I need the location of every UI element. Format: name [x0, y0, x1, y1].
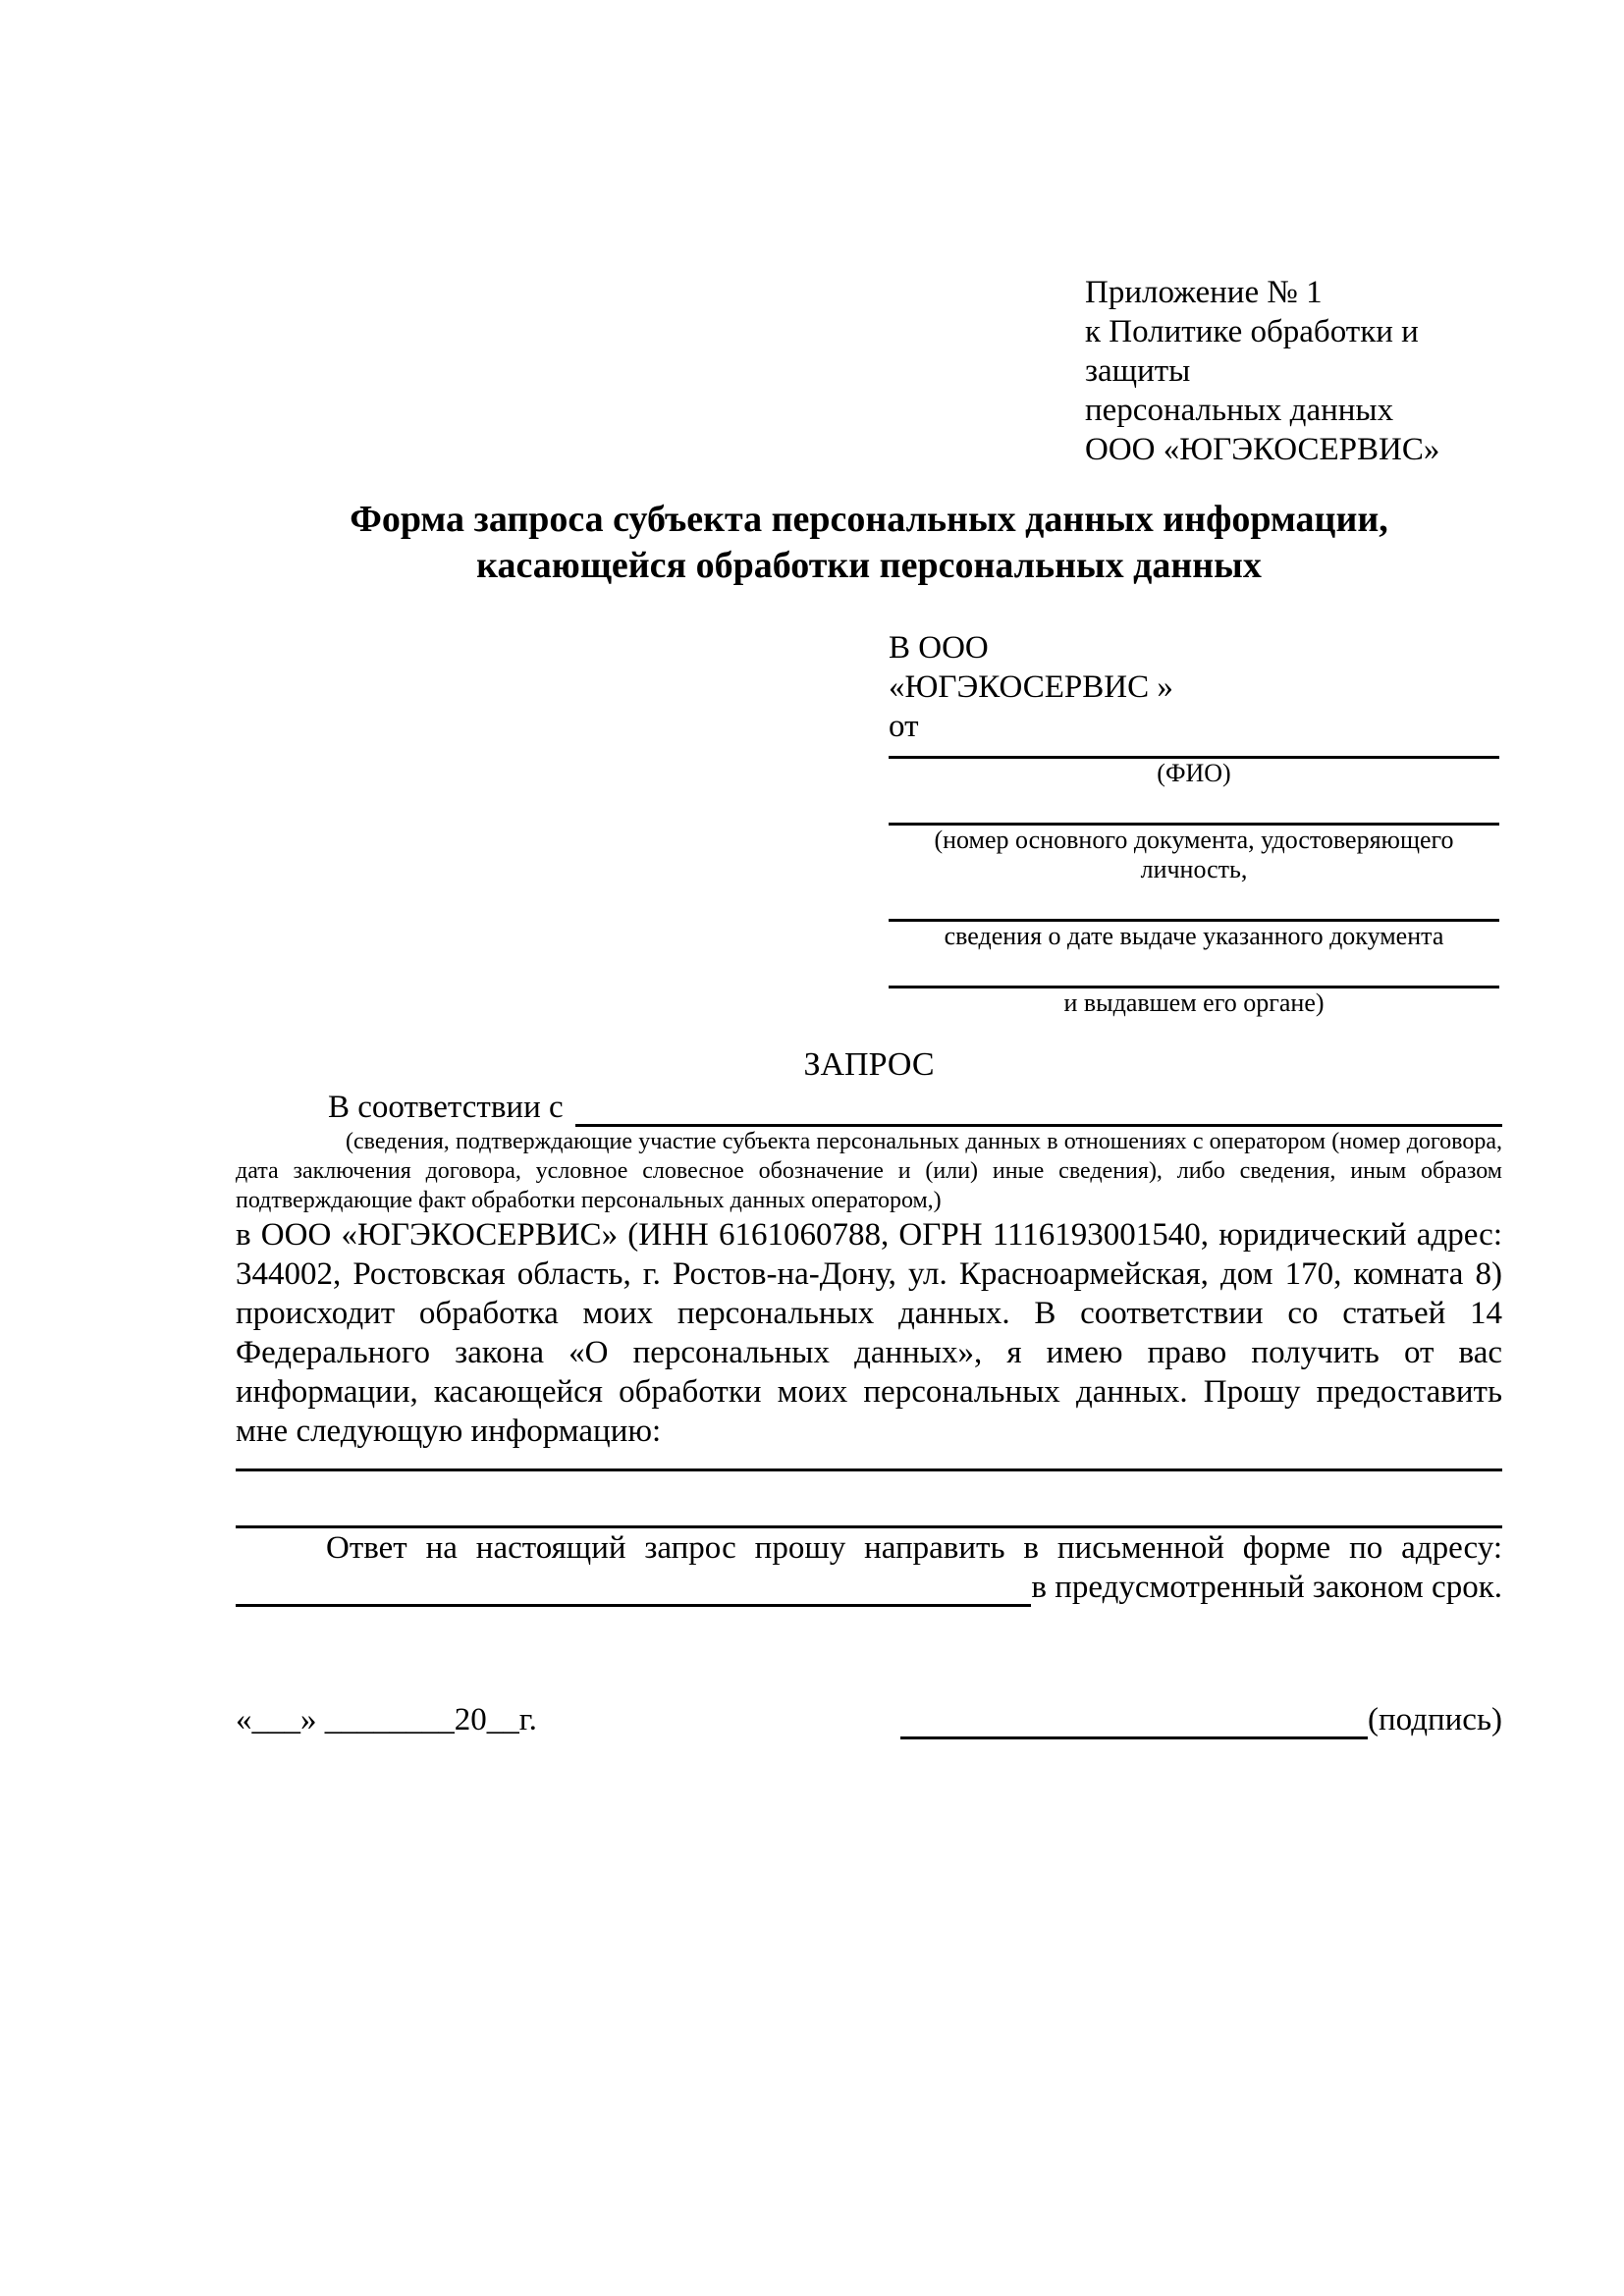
blank-line: [236, 1568, 1031, 1607]
reply-address-line: [236, 1568, 1502, 1607]
intro-label: В соответствии с: [328, 1090, 564, 1125]
document-title: [236, 497, 1502, 589]
addressee-line: от: [889, 709, 919, 744]
reply-sentence: Ответ на настоящий запрос прошу направить в письменной форме по адресу:: [326, 1530, 1502, 1566]
form-field-fio: [889, 746, 1499, 788]
field-caption: сведения о дате выдаче указанного документа: [944, 922, 1444, 950]
signature-caption: (подпись): [1368, 1702, 1502, 1737]
form-field-issue-date: [889, 909, 1499, 951]
reply-tail: в предусмотренный законом срок.: [1031, 1570, 1502, 1605]
date-blank: «___» ________20__г.: [236, 1702, 537, 1737]
request-heading: ЗАПРОС: [803, 1046, 935, 1083]
intro-footnote: (сведения, подтверждающие участие субъекта персональных данных в отношениях с оператором (номер договора, дата заключения договора, условное словесное обозначение и (или) иные сведения), либо сведения, иным образом подтверждающие факт обработки персональных данных оператором,): [236, 1129, 1502, 1213]
blank-line: [889, 746, 1499, 759]
addressee-line: «ЮГЭКОСЕРВИС »: [889, 669, 1173, 705]
title-line: Форма запроса субъекта персональных данных информации,: [350, 499, 1388, 540]
appendix-line: ООО «ЮГЭКОСЕРВИС»: [1085, 432, 1440, 467]
request-intro-line: [236, 1088, 1502, 1127]
form-field-issuing-authority: [889, 976, 1499, 1018]
blank-line: [889, 976, 1499, 988]
request-body: в ООО «ЮГЭКОСЕРВИС» (ИНН 6161060788, ОГРН 1116193001540, юридический адрес: 344002, Ростовская область, г. Ростов-на-Дону, ул. Красноармейская, дом 170, комната 8) происходит обработка моих персональных данных. В соответствии со статьей 14 Федерального закона «О персональных данных», я имею право получить от вас информации, касающейся обработки моих персональных данных. Прошу предоставить мне следующую информацию:: [236, 1217, 1502, 1449]
blank-line: [236, 1451, 1502, 1471]
appendix-line: Приложение № 1: [1085, 275, 1323, 310]
field-caption: (ФИО): [1157, 759, 1231, 787]
appendix-line: персональных данных: [1085, 393, 1394, 428]
blank-line: [575, 1088, 1502, 1127]
signature-row: [236, 1700, 1502, 1739]
addressee-block: [889, 628, 1502, 746]
appendix-note: [1085, 273, 1502, 469]
identity-fields: [889, 746, 1499, 1018]
signature-line: [900, 1700, 1368, 1739]
blank-line: [889, 813, 1499, 826]
form-field-document-number: [889, 813, 1499, 884]
addressee-line: В ООО: [889, 630, 989, 666]
blank-line: [889, 909, 1499, 922]
signature-group: [900, 1700, 1502, 1739]
appendix-line: к Политике обработки и защиты: [1085, 314, 1419, 389]
field-caption: (номер основного документа, удостоверяющего личность,: [934, 826, 1454, 883]
title-line: касающейся обработки персональных данных: [476, 545, 1262, 586]
blank-line: [236, 1471, 1502, 1528]
field-caption: и выдавшем его органе): [1063, 988, 1325, 1017]
